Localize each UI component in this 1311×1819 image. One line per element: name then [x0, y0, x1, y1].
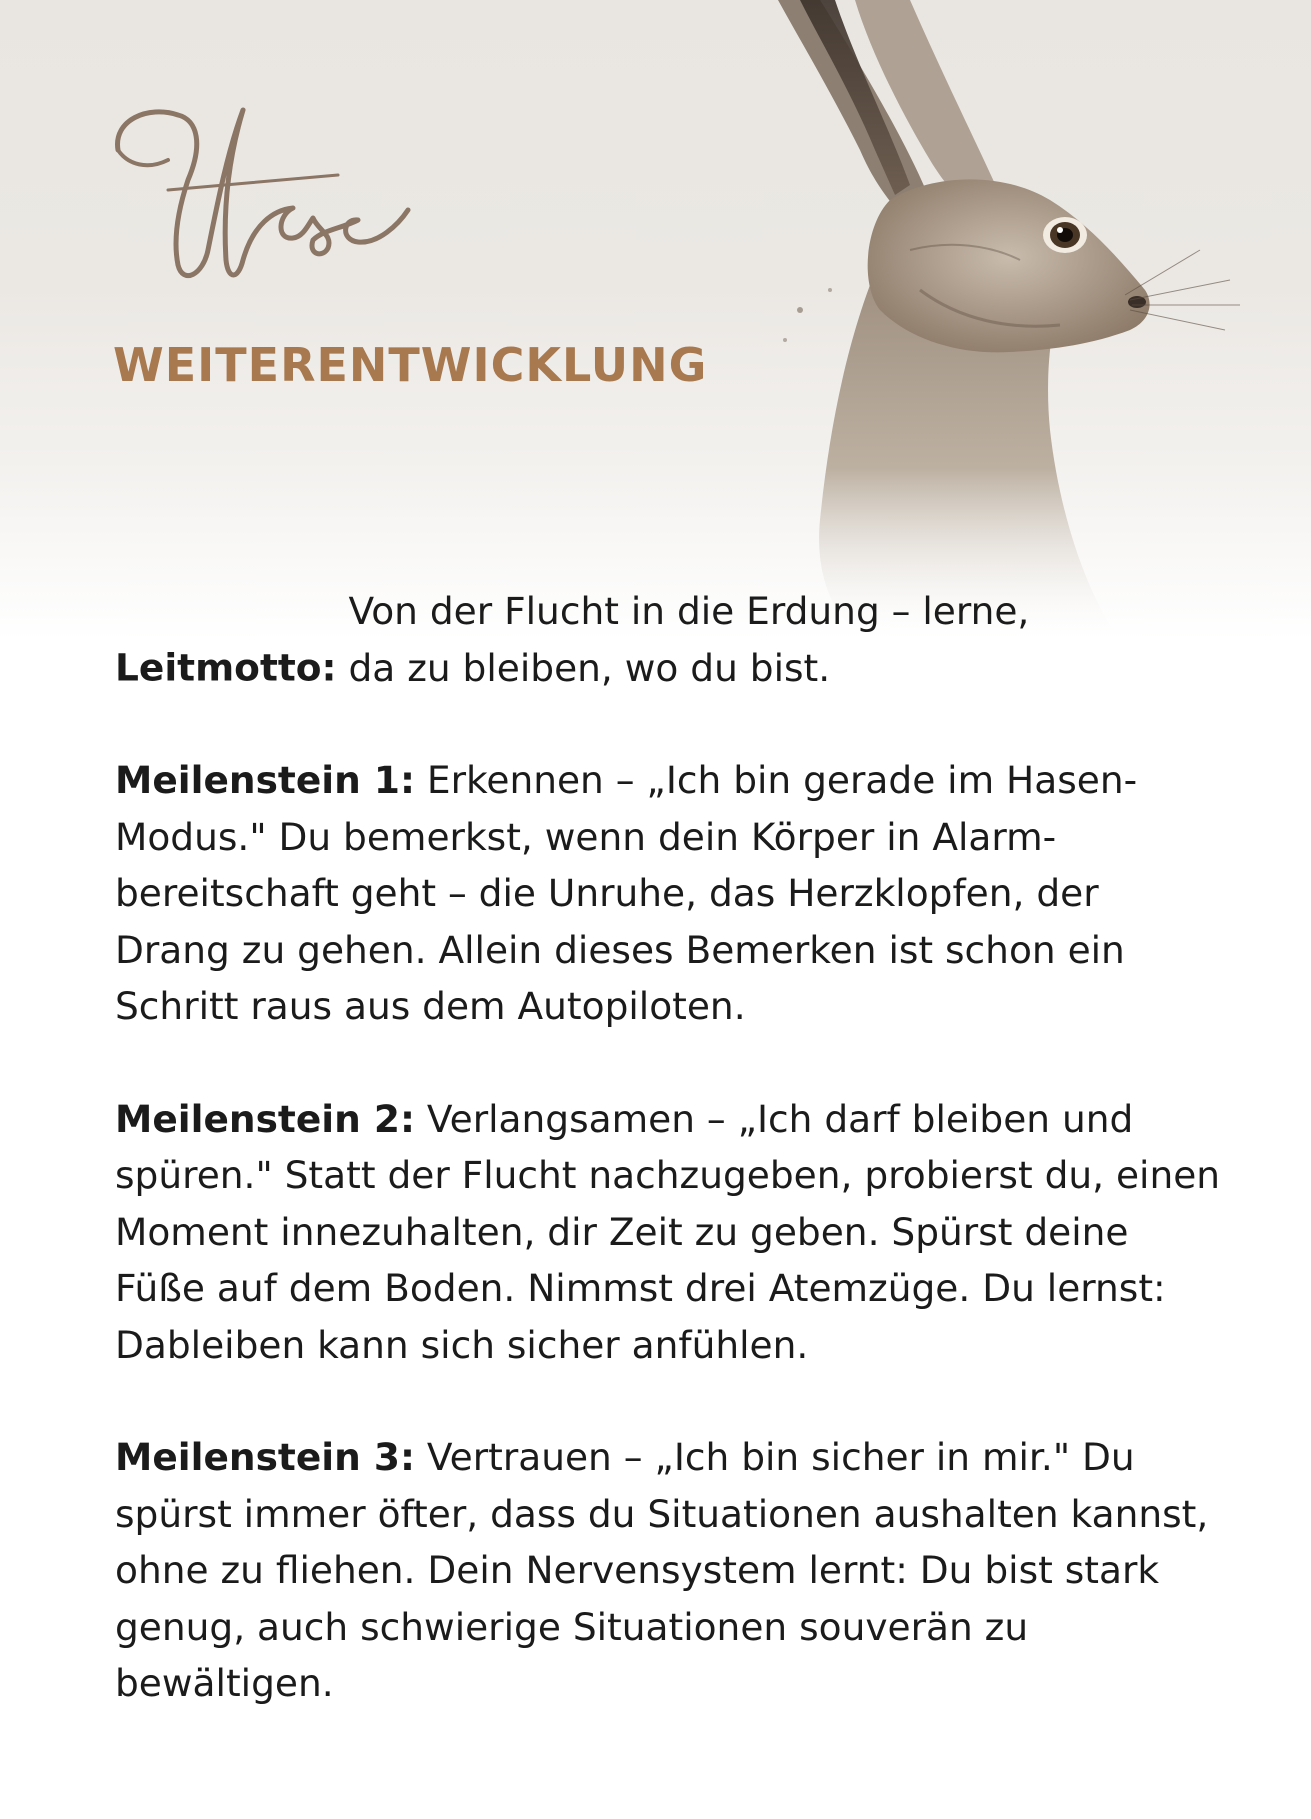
- milestone-1-label: Meilenstein 1:: [115, 758, 415, 802]
- leitmotto-paragraph: [115, 583, 1225, 696]
- spacer: [115, 696, 1225, 752]
- spacer: [115, 1035, 1225, 1091]
- leitmotto-text: Von der Flucht in die Erdung – lerne, da zu bleiben, wo du bist.: [348, 589, 1030, 690]
- hare-illustration: [760, 0, 1311, 640]
- section-title: WEITERENTWICKLUNG: [113, 338, 708, 392]
- title-script-hase: [108, 90, 428, 290]
- spacer: [115, 1373, 1225, 1429]
- milestone-2-label: Meilenstein 2:: [115, 1096, 415, 1141]
- milestone-2-paragraph: [115, 1091, 1225, 1374]
- milestone-2-text: Verlangsamen – „Ich darf bleiben und spüren." Statt der Flucht nachzugeben, probierst du, einen Moment innezuhalten, dir Zeit zu geben. Spürst deine Füße auf dem Boden. Nimmst drei Atemzüge. Du lernst: Dableiben kann sich sicher anfühlen.: [115, 1096, 1221, 1367]
- milestone-1-paragraph: [115, 752, 1225, 1035]
- milestone-3-paragraph: [115, 1429, 1225, 1712]
- milestone-1-text: Erkennen – „Ich bin gerade im Hasen-Modus." Du bemerkst, wenn dein Körper in Alarm-bereitschaft geht – die Unruhe, das Herzklopfen, der Drang zu gehen. Allein dieses Bemerken ist schon ein Schritt raus aus dem Autopiloten.: [115, 758, 1138, 1028]
- leitmotto-label: Leitmotto:: [115, 645, 337, 690]
- milestone-3-label: Meilenstein 3:: [115, 1435, 415, 1479]
- content-body: [115, 583, 1225, 1712]
- milestone-3-text: Vertrauen – „Ich bin sicher in mir." Du spürst immer öfter, dass du Situationen aushalten kannst, ohne zu fliehen. Dein Nervensystem lernt: Du bist stark genug, auch schwierige Situationen souverän zu bewältigen.: [115, 1435, 1209, 1705]
